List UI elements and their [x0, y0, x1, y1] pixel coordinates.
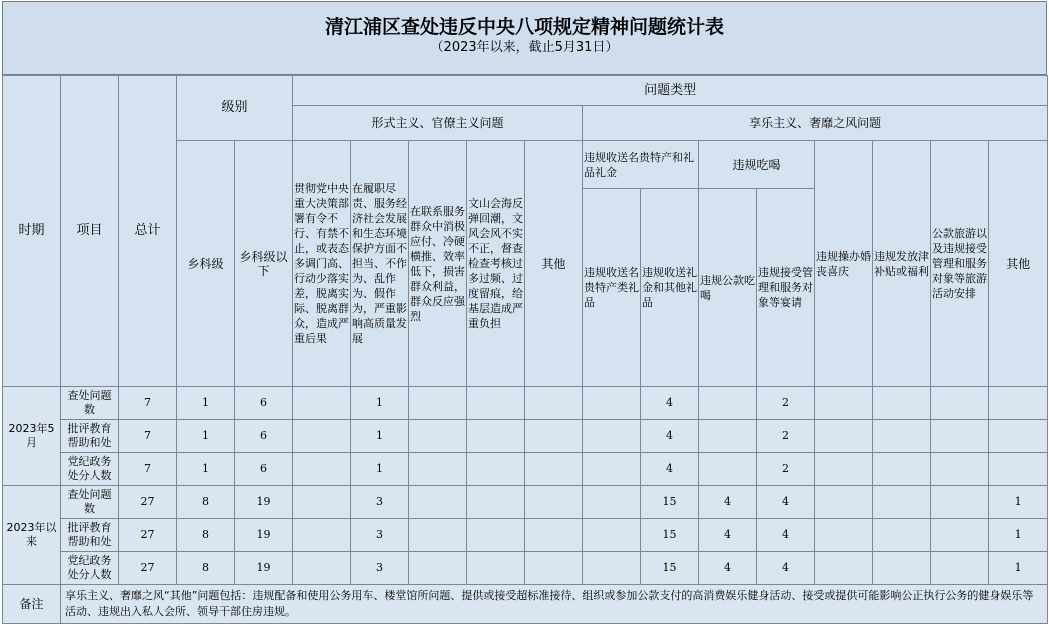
cell-h1: [583, 486, 641, 519]
cell-level-township: 8: [177, 552, 235, 585]
col-hedonism-other: 其他: [989, 141, 1048, 387]
cell-f4: [467, 453, 525, 486]
cell-h3: 4: [699, 552, 757, 585]
cell-f4: [467, 519, 525, 552]
cell-level-below: 6: [235, 387, 293, 420]
cell-h2: 15: [641, 552, 699, 585]
cell-h8: [989, 387, 1048, 420]
cell-h4: 2: [757, 420, 815, 453]
cell-total: 7: [119, 453, 177, 486]
cell-f4: [467, 420, 525, 453]
table-row: [3, 453, 1048, 486]
col-formalism-other: 其他: [525, 141, 583, 387]
cell-f2: 3: [351, 552, 409, 585]
cell-h3: [699, 453, 757, 486]
col-formalism-4: 文山会海反弹回潮，文风会风不实不正，督查检查考核过多过频、过度留痕，给基层造成严重负担: [467, 141, 525, 387]
row-item: 批评教育帮助和处: [61, 420, 119, 453]
period-label: 2023年5月: [3, 387, 61, 486]
cell-h2: 4: [641, 387, 699, 420]
cell-h7: [931, 486, 989, 519]
cell-h7: [931, 519, 989, 552]
col-formalism-1: 贯彻党中央重大决策部署有令不行、有禁不止，或表态多调门高、行动少落实差，脱离实际、脱离群众，造成严重后果: [293, 141, 351, 387]
col-hedonism-4: 违规接受管理和服务对象等宴请: [757, 189, 815, 387]
table-row: [3, 519, 1048, 552]
cell-total: 27: [119, 552, 177, 585]
col-formalism-2: 在履职尽责、服务经济社会发展和生态环境保护方面不担当、不作为、乱作为、假作为，严重影响高质量发展: [351, 141, 409, 387]
cell-f5: [525, 552, 583, 585]
cell-h2: 15: [641, 519, 699, 552]
cell-h8: 1: [989, 486, 1048, 519]
cell-f1: [293, 486, 351, 519]
period-label: 2023年以来: [3, 486, 61, 585]
col-gift-group: 违规收送名贵特产和礼品礼金: [583, 141, 699, 189]
cell-f5: [525, 420, 583, 453]
cell-h3: [699, 420, 757, 453]
col-item: 项目: [61, 76, 119, 387]
cell-f3: [409, 420, 467, 453]
cell-f1: [293, 387, 351, 420]
cell-level-below: 19: [235, 519, 293, 552]
cell-h6: [873, 420, 931, 453]
cell-h8: 1: [989, 552, 1048, 585]
cell-level-below: 19: [235, 552, 293, 585]
cell-h7: [931, 387, 989, 420]
cell-h1: [583, 453, 641, 486]
cell-f2: 3: [351, 486, 409, 519]
col-level-below: 乡科级以下: [235, 141, 293, 387]
cell-h1: [583, 387, 641, 420]
col-problem-type: 问题类型: [293, 76, 1048, 106]
cell-f3: [409, 519, 467, 552]
row-item: 批评教育帮助和处: [61, 519, 119, 552]
cell-h4: 2: [757, 453, 815, 486]
cell-h2: 15: [641, 486, 699, 519]
cell-level-township: 1: [177, 420, 235, 453]
cell-h8: 1: [989, 519, 1048, 552]
cell-h3: 4: [699, 486, 757, 519]
note-label: 备注: [3, 585, 61, 624]
cell-h8: [989, 453, 1048, 486]
cell-f3: [409, 387, 467, 420]
cell-h6: [873, 387, 931, 420]
cell-level-township: 1: [177, 387, 235, 420]
col-hedonism-3: 违规公款吃喝: [699, 189, 757, 387]
note-text: 享乐主义、奢靡之风“其他”问题包括：违规配备和使用公务用车、楼堂馆所问题、提供或接受超标准接待、组织或参加公款支付的高消费娱乐健身活动、接受或提供可能影响公正执行公务的健身娱乐等活动、违规出入私人会所、领导干部住房违规。: [61, 585, 1048, 624]
cell-level-township: 1: [177, 453, 235, 486]
col-hedonism: 享乐主义、奢靡之风问题: [583, 106, 1048, 141]
title-banner: [2, 1, 1047, 75]
cell-f4: [467, 387, 525, 420]
col-level-township: 乡科级: [177, 141, 235, 387]
cell-h3: 4: [699, 519, 757, 552]
cell-h8: [989, 420, 1048, 453]
cell-h1: [583, 420, 641, 453]
cell-h4: 4: [757, 486, 815, 519]
cell-f4: [467, 552, 525, 585]
cell-h5: [815, 552, 873, 585]
cell-total: 7: [119, 420, 177, 453]
col-formalism-3: 在联系服务群众中消极应付、冷硬横推、效率低下，损害群众利益，群众反应强烈: [409, 141, 467, 387]
cell-f3: [409, 552, 467, 585]
cell-h6: [873, 453, 931, 486]
cell-f3: [409, 453, 467, 486]
cell-total: 7: [119, 387, 177, 420]
cell-level-below: 6: [235, 453, 293, 486]
cell-h2: 4: [641, 453, 699, 486]
row-item: 党纪政务处分人数: [61, 453, 119, 486]
cell-f1: [293, 453, 351, 486]
cell-h6: [873, 519, 931, 552]
cell-f1: [293, 420, 351, 453]
col-hedonism-1: 违规收送名贵特产类礼品: [583, 189, 641, 387]
cell-h6: [873, 486, 931, 519]
cell-h7: [931, 453, 989, 486]
cell-h3: [699, 387, 757, 420]
cell-h6: [873, 552, 931, 585]
cell-h5: [815, 486, 873, 519]
statistics-table: [2, 75, 1048, 624]
cell-h2: 4: [641, 420, 699, 453]
table-row: [3, 552, 1048, 585]
col-total: 总计: [119, 76, 177, 387]
col-hedonism-6: 违规发放津补贴或福利: [873, 141, 931, 387]
cell-f4: [467, 486, 525, 519]
col-period: 时期: [3, 76, 61, 387]
cell-level-township: 8: [177, 519, 235, 552]
cell-f2: 1: [351, 420, 409, 453]
cell-f2: 3: [351, 519, 409, 552]
page-title: 清江浦区查处违反中央八项规定精神问题统计表: [324, 16, 724, 38]
table-row: [3, 420, 1048, 453]
cell-f5: [525, 486, 583, 519]
row-item: 党纪政务处分人数: [61, 552, 119, 585]
cell-h4: 4: [757, 552, 815, 585]
cell-h5: [815, 387, 873, 420]
cell-f2: 1: [351, 387, 409, 420]
cell-h5: [815, 420, 873, 453]
col-hedonism-2: 违规收送礼金和其他礼品: [641, 189, 699, 387]
cell-h4: 2: [757, 387, 815, 420]
cell-level-below: 19: [235, 486, 293, 519]
col-level: 级别: [177, 76, 293, 141]
cell-f5: [525, 519, 583, 552]
cell-h1: [583, 519, 641, 552]
cell-f5: [525, 453, 583, 486]
cell-h1: [583, 552, 641, 585]
row-item: 查处问题数: [61, 486, 119, 519]
col-formalism: 形式主义、官僚主义问题: [293, 106, 583, 141]
cell-h5: [815, 519, 873, 552]
cell-f3: [409, 486, 467, 519]
cell-f2: 1: [351, 453, 409, 486]
col-hedonism-7: 公款旅游以及违规接受管理和服务对象等旅游活动安排: [931, 141, 989, 387]
cell-level-township: 8: [177, 486, 235, 519]
cell-h7: [931, 552, 989, 585]
cell-f5: [525, 387, 583, 420]
cell-h5: [815, 453, 873, 486]
statistics-sheet: [2, 1, 1047, 623]
col-hedonism-5: 违规操办婚丧喜庆: [815, 141, 873, 387]
table-row: [3, 387, 1048, 420]
col-dining-group: 违规吃喝: [699, 141, 815, 189]
cell-h7: [931, 420, 989, 453]
cell-f1: [293, 519, 351, 552]
cell-f1: [293, 552, 351, 585]
table-row: [3, 486, 1048, 519]
row-item: 查处问题数: [61, 387, 119, 420]
cell-level-below: 6: [235, 420, 293, 453]
page-subtitle: （2023年以来，截止5月31日）: [430, 40, 619, 55]
cell-total: 27: [119, 486, 177, 519]
cell-h4: 4: [757, 519, 815, 552]
cell-total: 27: [119, 519, 177, 552]
